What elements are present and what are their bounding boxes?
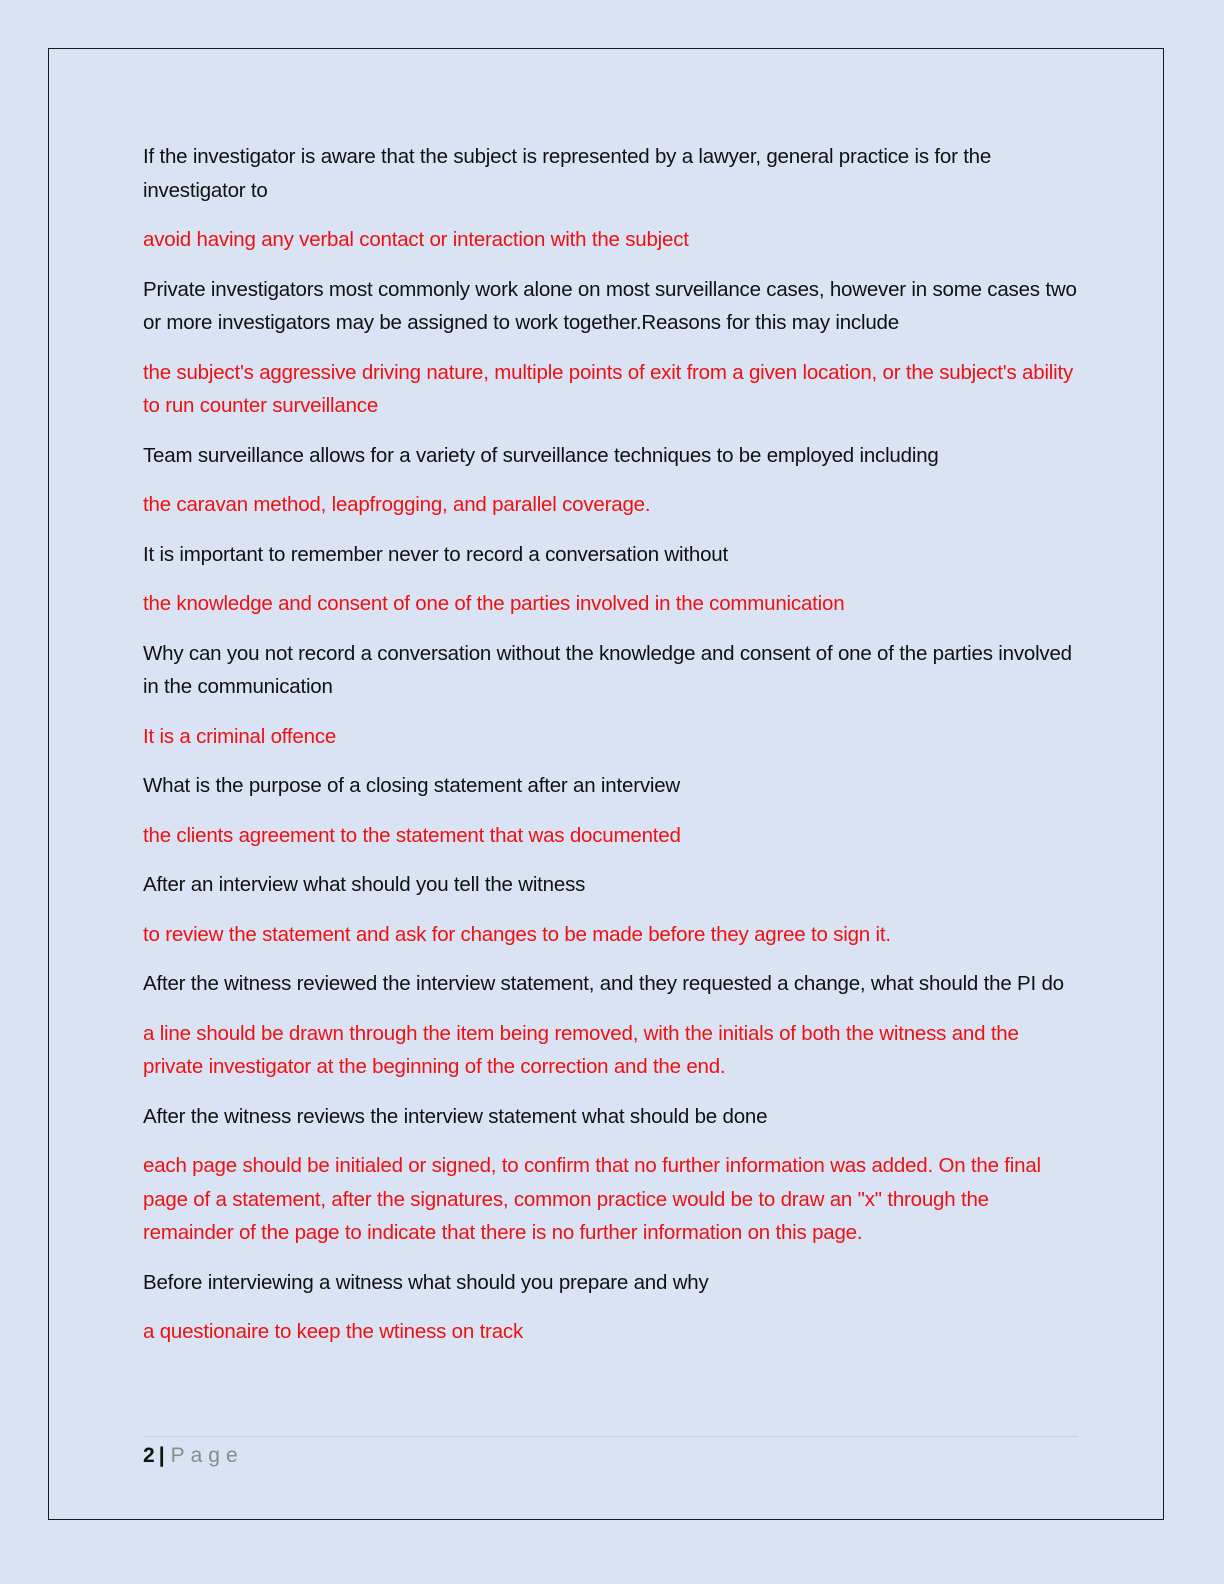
document-body [143,140,1078,1365]
question-text: What is the purpose of a closing statement after an interview [143,774,681,797]
answer-text: each page should be initialed or signed, to confirm that no further information was added. On the final page of a statement, after the signatures, common practice would be to draw an "x" through the remainder of the page to indicate that there is no further information on this page. [143,1154,1041,1244]
page-number: 2 [143,1444,155,1467]
question-text: If the investigator is aware that the subject is represented by a lawyer, general practice is for the investigator to [143,145,992,202]
answer-text: the knowledge and consent of one of the parties involved in the communication [143,592,845,615]
question-text: Private investigators most commonly work alone on most surveillance cases, however in some cases two or more investigators may be assigned to work together.Reasons for this may include [143,277,1077,334]
question-text: After the witness reviews the interview statement what should be done [143,1104,768,1128]
page-label: Page [170,1444,244,1467]
question-text: After the witness reviewed the interview statement, and they requested a change, what should the PI do [143,972,1064,995]
page-footer [143,1436,1078,1473]
footer-separator: | [158,1444,165,1467]
question-text: Why can you not record a conversation without the knowledge and consent of one of the parties involved in the communication [143,641,1072,698]
answer-text: to review the statement and ask for changes to be made before they agree to sign it. [143,922,891,946]
answer-text: a questionaire to keep the wtiness on track [143,1320,523,1343]
answer-text: avoid having any verbal contact or interaction with the subject [143,228,689,251]
answer-text: It is a criminal offence [143,724,337,748]
answer-text: the subject's aggressive driving nature, multiple points of exit from a given location, or the subject's ability to run counter surveillance [143,360,1074,417]
question-text: After an interview what should you tell the witness [143,873,586,896]
answer-text: the clients agreement to the statement that was documented [143,823,681,847]
question-text: Team surveillance allows for a variety of surveillance techniques to be employed including [143,443,939,467]
answer-text: the caravan method, leapfrogging, and parallel coverage. [143,493,651,516]
answer-text: a line should be drawn through the item being removed, with the initials of both the witness and the private investigator at the beginning of the correction and the end. [143,1021,1019,1078]
question-text: Before interviewing a witness what should you prepare and why [143,1270,709,1294]
question-text: It is important to remember never to record a conversation without [143,542,728,566]
